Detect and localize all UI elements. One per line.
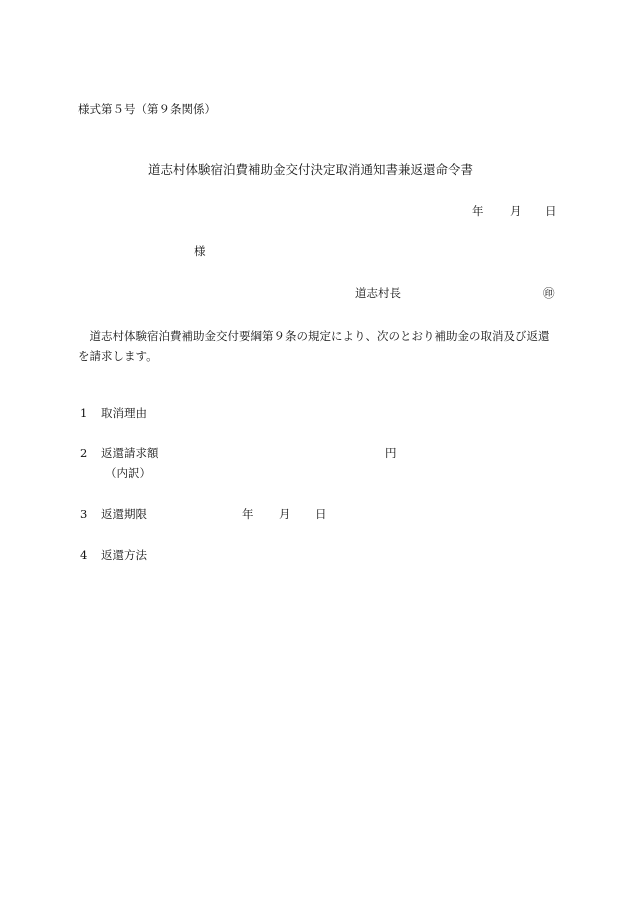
deadline-day-label: 日 (315, 507, 327, 521)
item-number-2: 2 (80, 446, 88, 460)
item-label-cancel-reason: 取消理由 (101, 406, 147, 420)
seal-mark: ㊞ (543, 286, 555, 300)
item-label-refund-amount: 返還請求額 (101, 446, 159, 460)
breakdown-label: （内訳） (105, 466, 151, 480)
date-year-label: 年 (472, 204, 484, 218)
deadline-year-label: 年 (242, 507, 254, 521)
item-label-refund-deadline: 返還期限 (101, 507, 147, 521)
item-label-refund-method: 返還方法 (101, 548, 147, 562)
addressee-suffix: 様 (194, 244, 206, 258)
body-paragraph: 道志村体験宿泊費補助金交付要綱第９条の規定により、次のとおり補助金の取消及び返還を請求します。 (78, 329, 550, 363)
date-day-label: 日 (545, 204, 557, 218)
date-month-label: 月 (510, 204, 522, 218)
issuer-name: 道志村長 (355, 286, 401, 300)
document-title: 道志村体験宿泊費補助金交付決定取消通知書兼返還命令書 (148, 162, 474, 177)
item-number-1: 1 (80, 406, 88, 420)
yen-unit: 円 (385, 446, 397, 460)
form-number: 様式第５号（第９条関係） (78, 102, 216, 116)
item-number-3: 3 (80, 507, 88, 521)
deadline-month-label: 月 (279, 507, 291, 521)
item-number-4: 4 (80, 548, 88, 562)
